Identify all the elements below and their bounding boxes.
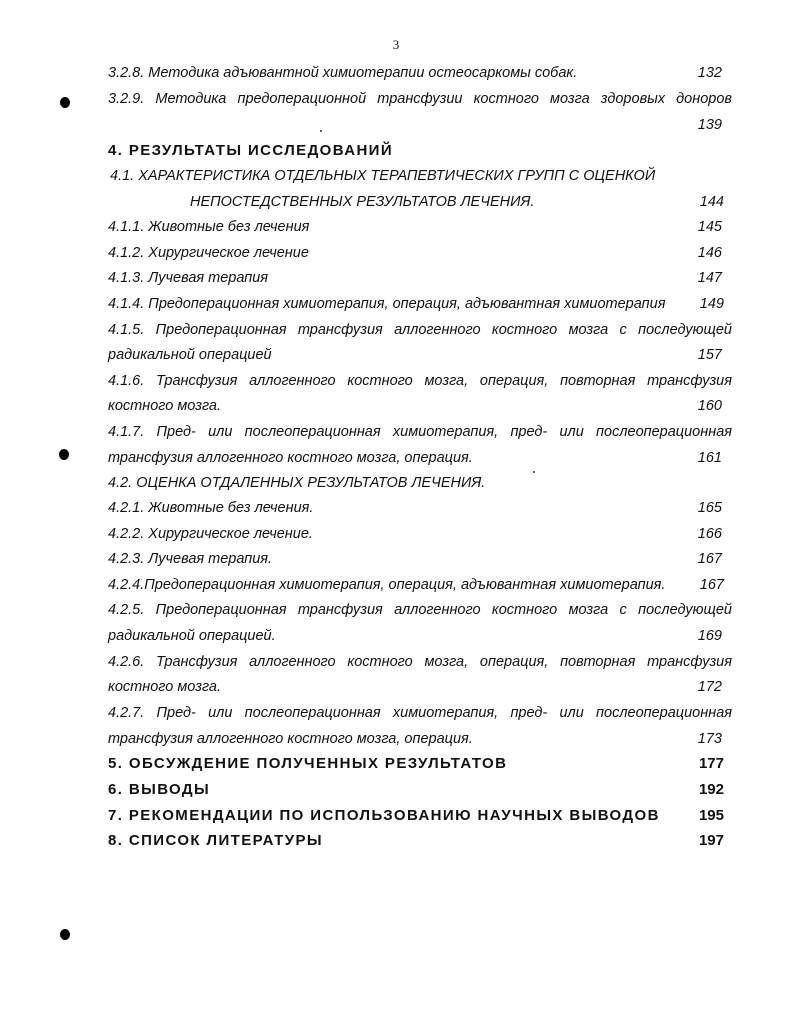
toc-entry-title: 4.2.1. Животные без лечения.: [108, 500, 314, 516]
toc-heading[interactable]: [108, 141, 732, 161]
toc-entry-title: 4.2.7. Пред- или послеоперационная химиотерапия, пред- или послеоперационная: [108, 705, 732, 721]
toc-heading-page: 177: [698, 755, 724, 772]
toc-heading-title: 6. ВЫВОДЫ: [108, 781, 211, 798]
toc-entry-title: костного мозга.: [108, 398, 222, 414]
toc-entry-title: 4.1.1. Животные без лечения: [108, 219, 310, 235]
toc-entry-title: 4.2.4.Предоперационная химиотерапия, операция, адъювантная химиотерапия.: [108, 577, 666, 593]
toc-entry[interactable]: [108, 575, 732, 595]
toc-entry[interactable]: [108, 89, 732, 109]
toc-entry-page: 147: [697, 270, 722, 286]
toc-entry-title: 3.2.8. Методика адъювантной химиотерапии остеосаркомы собак.: [108, 65, 578, 81]
toc-entry-title: 4.1.7. Пред- или послеоперационная химиотерапия, пред- или послеоперационная: [108, 424, 732, 440]
toc-heading-page: 197: [698, 832, 724, 849]
toc-entry-page: 161: [697, 450, 722, 466]
toc-entry-page: 157: [697, 347, 722, 363]
toc-heading[interactable]: [108, 780, 732, 800]
toc-entry-title: 4.1.3. Лучевая терапия: [108, 270, 269, 286]
toc-entry[interactable]: [108, 549, 732, 569]
punch-hole-bottom: [60, 929, 70, 940]
toc-entry-title: 4.2. ОЦЕНКА ОТДАЛЕННЫХ РЕЗУЛЬТАТОВ ЛЕЧЕНИЯ.: [108, 475, 486, 491]
toc-entry-page: 167: [697, 551, 722, 567]
toc-entry-title: трансфузия аллогенного костного мозга, операция.: [108, 731, 473, 747]
toc-entry[interactable]: [108, 652, 732, 672]
toc-entry-continuation[interactable]: [108, 396, 732, 416]
toc-entry-title: 4.1.6. Трансфузия аллогенного костного мозга, операция, повторная трансфузия: [108, 373, 732, 389]
toc-entry-page: 167: [699, 577, 724, 593]
toc-entry[interactable]: [108, 498, 732, 518]
toc-entry[interactable]: [108, 371, 732, 391]
toc-heading-title: 8. СПИСОК ЛИТЕРАТУРЫ: [108, 832, 323, 849]
toc-entry-title: 4.1. ХАРАКТЕРИСТИКА ОТДЕЛЬНЫХ ТЕРАПЕВТИЧЕСКИХ ГРУПП С ОЦЕНКОЙ: [110, 168, 656, 184]
toc-heading-page: 195: [698, 807, 724, 824]
toc-entry-continuation[interactable]: [108, 448, 732, 468]
toc-entry-continuation[interactable]: [108, 192, 732, 212]
punch-hole-middle: [59, 449, 69, 460]
toc-entry-title: 3.2.9. Методика предоперационной трансфузии костного мозга здоровых доноров: [108, 91, 732, 107]
toc-entry[interactable]: [108, 524, 732, 544]
toc-entry[interactable]: [108, 243, 732, 263]
toc-heading[interactable]: [108, 754, 732, 774]
toc-entry-page: 146: [697, 245, 722, 261]
toc-entry-page: 144: [699, 194, 724, 210]
toc-entry-page: 169: [697, 628, 722, 644]
toc-entry-title: радикальной операцией.: [108, 628, 276, 644]
punch-hole-top: [60, 97, 70, 108]
toc-entry[interactable]: [108, 320, 732, 340]
toc-entry[interactable]: [108, 63, 732, 83]
toc-entry-title: 4.2.2. Хирургическое лечение.: [108, 526, 313, 542]
toc-entry-page: 139: [697, 117, 722, 133]
toc-entry-continuation[interactable]: [108, 626, 732, 646]
toc-entry-title: 4.1.2. Хирургическое лечение: [108, 245, 309, 261]
toc-heading-title: 4. РЕЗУЛЬТАТЫ ИССЛЕДОВАНИЙ: [108, 142, 394, 159]
toc-entry-continuation[interactable]: [108, 729, 732, 749]
toc-entry-page: 132: [697, 65, 722, 81]
toc-heading[interactable]: [108, 806, 732, 826]
toc-entry[interactable]: [108, 217, 732, 237]
toc-entry[interactable]: [108, 600, 732, 620]
toc-entry-title: НЕПОСТЕДСТВЕННЫХ РЕЗУЛЬТАТОВ ЛЕЧЕНИЯ.: [190, 194, 535, 210]
toc-entry[interactable]: [108, 268, 732, 288]
toc-entry[interactable]: [108, 703, 732, 723]
toc-heading[interactable]: [108, 831, 732, 851]
toc-entry-page: 165: [697, 500, 722, 516]
toc-heading-page: 192: [698, 781, 724, 798]
page-number: 3: [392, 37, 400, 52]
toc-entry-title: 4.1.5. Предоперационная трансфузия аллогенного костного мозга с последующей: [108, 322, 732, 338]
toc-entry[interactable]: [108, 422, 732, 442]
toc-entry-continuation[interactable]: [108, 345, 732, 365]
toc-entry-title: 4.2.5. Предоперационная трансфузия аллогенного костного мозга с последующей: [108, 602, 732, 618]
toc-entry-page: 173: [697, 731, 722, 747]
toc-entry-title: 4.1.4. Предоперационная химиотерапия, операция, адъювантная химиотерапия: [108, 296, 666, 312]
toc-entry-continuation[interactable]: [108, 115, 732, 135]
toc-entry-title: трансфузия аллогенного костного мозга, операция.: [108, 450, 473, 466]
toc-entry[interactable]: [108, 294, 732, 314]
toc-entry[interactable]: [108, 166, 732, 186]
toc-entry-title: костного мозга.: [108, 679, 222, 695]
toc-entry-page: 145: [697, 219, 722, 235]
toc-entry-page: 166: [697, 526, 722, 542]
toc-heading-title: 7. РЕКОМЕНДАЦИИ ПО ИСПОЛЬЗОВАНИЮ НАУЧНЫХ ВЫВОДОВ: [108, 807, 660, 824]
toc-entry-page: 160: [697, 398, 722, 414]
toc-heading-title: 5. ОБСУЖДЕНИЕ ПОЛУЧЕННЫХ РЕЗУЛЬТАТОВ: [108, 755, 508, 772]
toc-entry-title: 4.2.3. Лучевая терапия.: [108, 551, 273, 567]
toc-entry[interactable]: [108, 473, 732, 493]
toc-entry-continuation[interactable]: [108, 677, 732, 697]
toc-entry-title: радикальной операцией: [108, 347, 272, 363]
toc-entry-page: 172: [697, 679, 722, 695]
toc-entry-title: 4.2.6. Трансфузия аллогенного костного мозга, операция, повторная трансфузия: [108, 654, 732, 670]
toc-entry-page: 149: [699, 296, 724, 312]
